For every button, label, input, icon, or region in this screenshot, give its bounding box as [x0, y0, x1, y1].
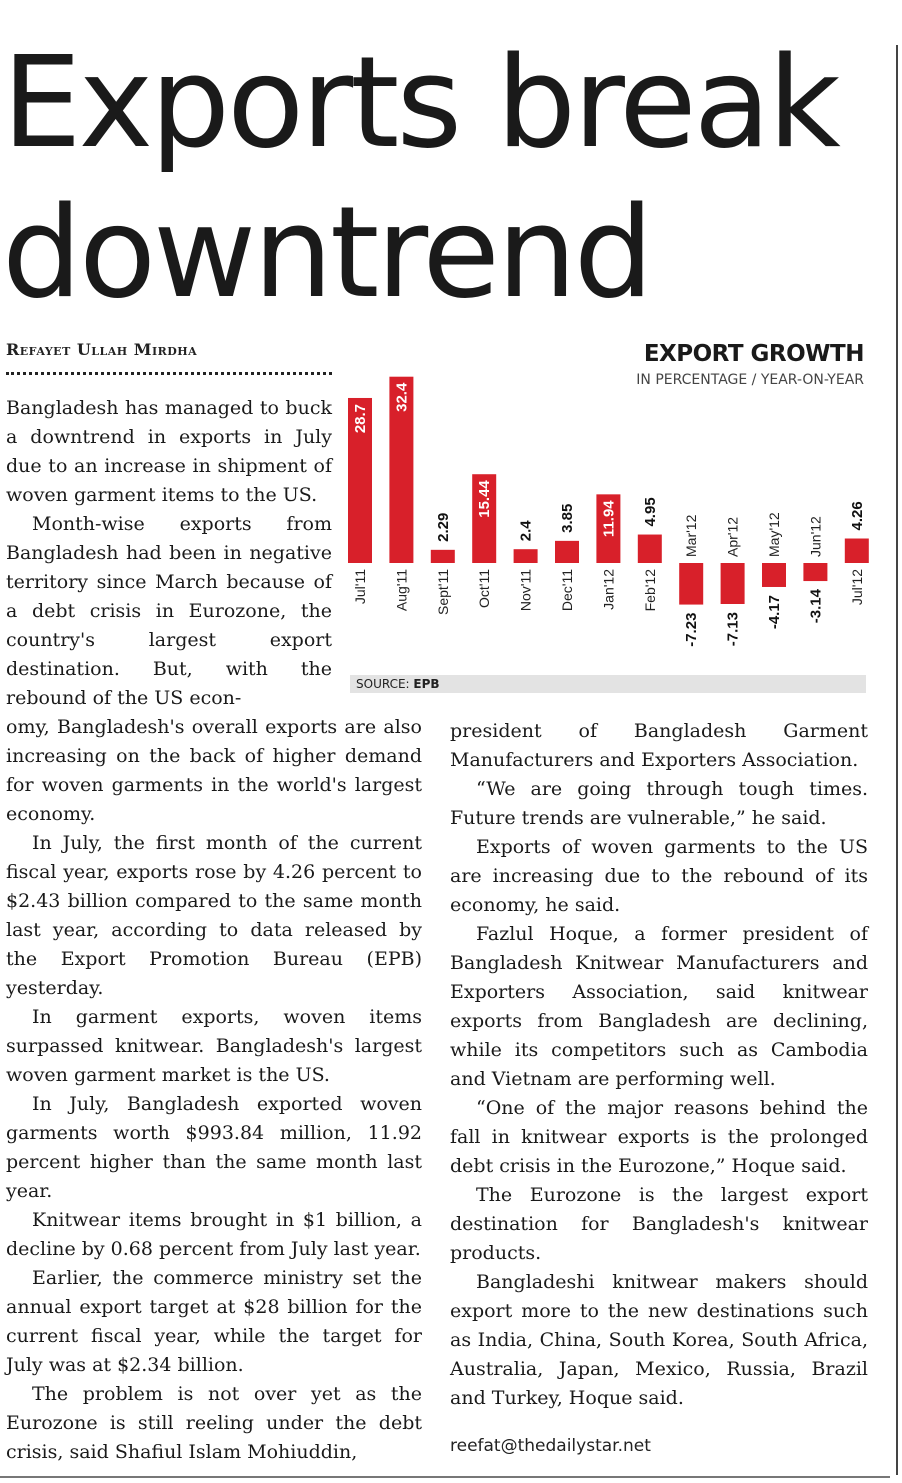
paragraph: The problem is not over yet as the Eurozone is still reeling under the debt crisis, said Shafiul Islam Mohiuddin, [6, 1383, 422, 1463]
column-rule [896, 45, 898, 1475]
paragraph: In garment exports, woven items surpassed knitwear. Bangladesh's largest woven garment market is the US. [6, 1006, 422, 1086]
headline-line-2: downtrend [2, 179, 651, 326]
chart-subtitle: IN PERCENTAGE / YEAR-ON-YEAR [636, 372, 864, 388]
bar-Jul'12 [845, 539, 869, 563]
author-email: reefat@thedailystar.net [450, 1436, 651, 1456]
paragraph: Exports of woven garments to the US are increasing due to the rebound of its economy, he said. [450, 836, 868, 916]
chart-title: EXPORT GROWTH [643, 341, 864, 367]
category-label: Oct'11 [476, 569, 493, 608]
value-label: 32.4 [393, 382, 411, 412]
bottom-rule [0, 1476, 890, 1478]
bar-Apr'12 [721, 563, 745, 604]
headline-line-1: Exports break [2, 29, 838, 176]
byline-divider [6, 372, 332, 375]
bar-Mar'12 [679, 563, 703, 605]
paragraph: Fazlul Hoque, a former president of Bangladesh Knitwear Manufacturers and Exporters Association, said knitwear exports from Bangladesh are declining, while its competitors such as Cambodia and Vietnam are performing well. [450, 923, 868, 1090]
column-1-lower [6, 713, 422, 1467]
bar-Nov'11 [514, 549, 538, 563]
value-label: 15.44 [476, 480, 494, 518]
column-2 [450, 717, 868, 1413]
value-label: -4.17 [766, 594, 783, 630]
paragraph: Bangladeshi knitwear makers should export more to the new destinations such as India, China, South Korea, South Africa, Australia, Japan, Mexico, Russia, Brazil and Turkey, Hoque said. [450, 1271, 868, 1409]
export-growth-chart [340, 330, 870, 670]
source-label: SOURCE: [356, 677, 410, 691]
paragraph: Month-wise exports from Bangladesh had been in negative territory since March because of a debt crisis in Eurozone, the country's largest export destination. But, with the rebound of the US econ- [6, 513, 332, 709]
category-label: Sept'11 [434, 569, 451, 616]
byline: Refayet Ullah Mirdha [6, 340, 198, 359]
value-label: 2.4 [517, 520, 535, 542]
paragraph: In July, the first month of the current fiscal year, exports rose by 4.26 percent to $2.43 billion compared to the same month last year, according to data released by the Export Promotion Bureau (EPB) yesterday. [6, 832, 422, 999]
paragraph: omy, Bangladesh's overall exports are also increasing on the back of higher demand for woven garments in the world's largest economy. [6, 716, 422, 825]
bar-May'12 [762, 563, 786, 587]
paragraph: Earlier, the commerce ministry set the annual export target at $28 billion for the current fiscal year, while the target for July was at $2.34 billion. [6, 1267, 422, 1376]
paragraph: “We are going through tough times. Future trends are vulnerable,” he said. [450, 778, 868, 829]
value-label: -7.23 [683, 612, 701, 647]
bar-Feb'12 [638, 535, 662, 563]
source-value: EPB [413, 677, 440, 691]
paragraph: Bangladesh has managed to buck a downtrend in exports in July due to an increase in shipment of woven garment items to the US. [6, 397, 332, 506]
value-label: 2.29 [434, 512, 452, 542]
value-label: -7.13 [724, 611, 742, 647]
value-label: 28.7 [352, 403, 369, 434]
value-label: -3.14 [807, 589, 825, 624]
bar-Sept'11 [431, 550, 455, 563]
category-label: Mar'12 [683, 514, 700, 557]
category-label: Jul'11 [352, 569, 368, 605]
category-label: May'12 [766, 512, 782, 557]
category-label: Feb'12 [641, 569, 658, 612]
bar-Dec'11 [555, 541, 579, 563]
paragraph: president of Bangladesh Garment Manufacturers and Exporters Association. [450, 720, 868, 771]
category-label: Aug'11 [393, 569, 410, 612]
bar-Jun'12 [803, 563, 827, 581]
paragraph: The Eurozone is the largest export destination for Bangladesh's knitwear products. [450, 1184, 868, 1264]
category-label: Jan'12 [600, 569, 617, 610]
category-label: Jun'12 [807, 516, 824, 557]
value-label: 4.26 [848, 501, 866, 531]
category-label: Jul'12 [848, 569, 865, 606]
paragraph: In July, Bangladesh exported woven garments worth $993.84 million, 11.92 percent higher than the same month last year. [6, 1093, 422, 1202]
value-label: 4.95 [641, 497, 659, 527]
category-label: Nov'11 [517, 569, 534, 612]
paragraph: “One of the major reasons behind the fall in knitwear exports is the prolonged debt crisis in the Eurozone,” Hoque said. [450, 1097, 868, 1177]
value-label: 11.94 [600, 500, 618, 538]
category-label: Apr'12 [724, 516, 741, 557]
column-1-upper [6, 394, 332, 713]
category-label: Dec'11 [559, 569, 575, 612]
value-label: 3.85 [559, 503, 576, 533]
chart-source [350, 675, 866, 693]
paragraph: Knitwear items brought in $1 billion, a decline by 0.68 percent from July last year. [6, 1209, 422, 1260]
